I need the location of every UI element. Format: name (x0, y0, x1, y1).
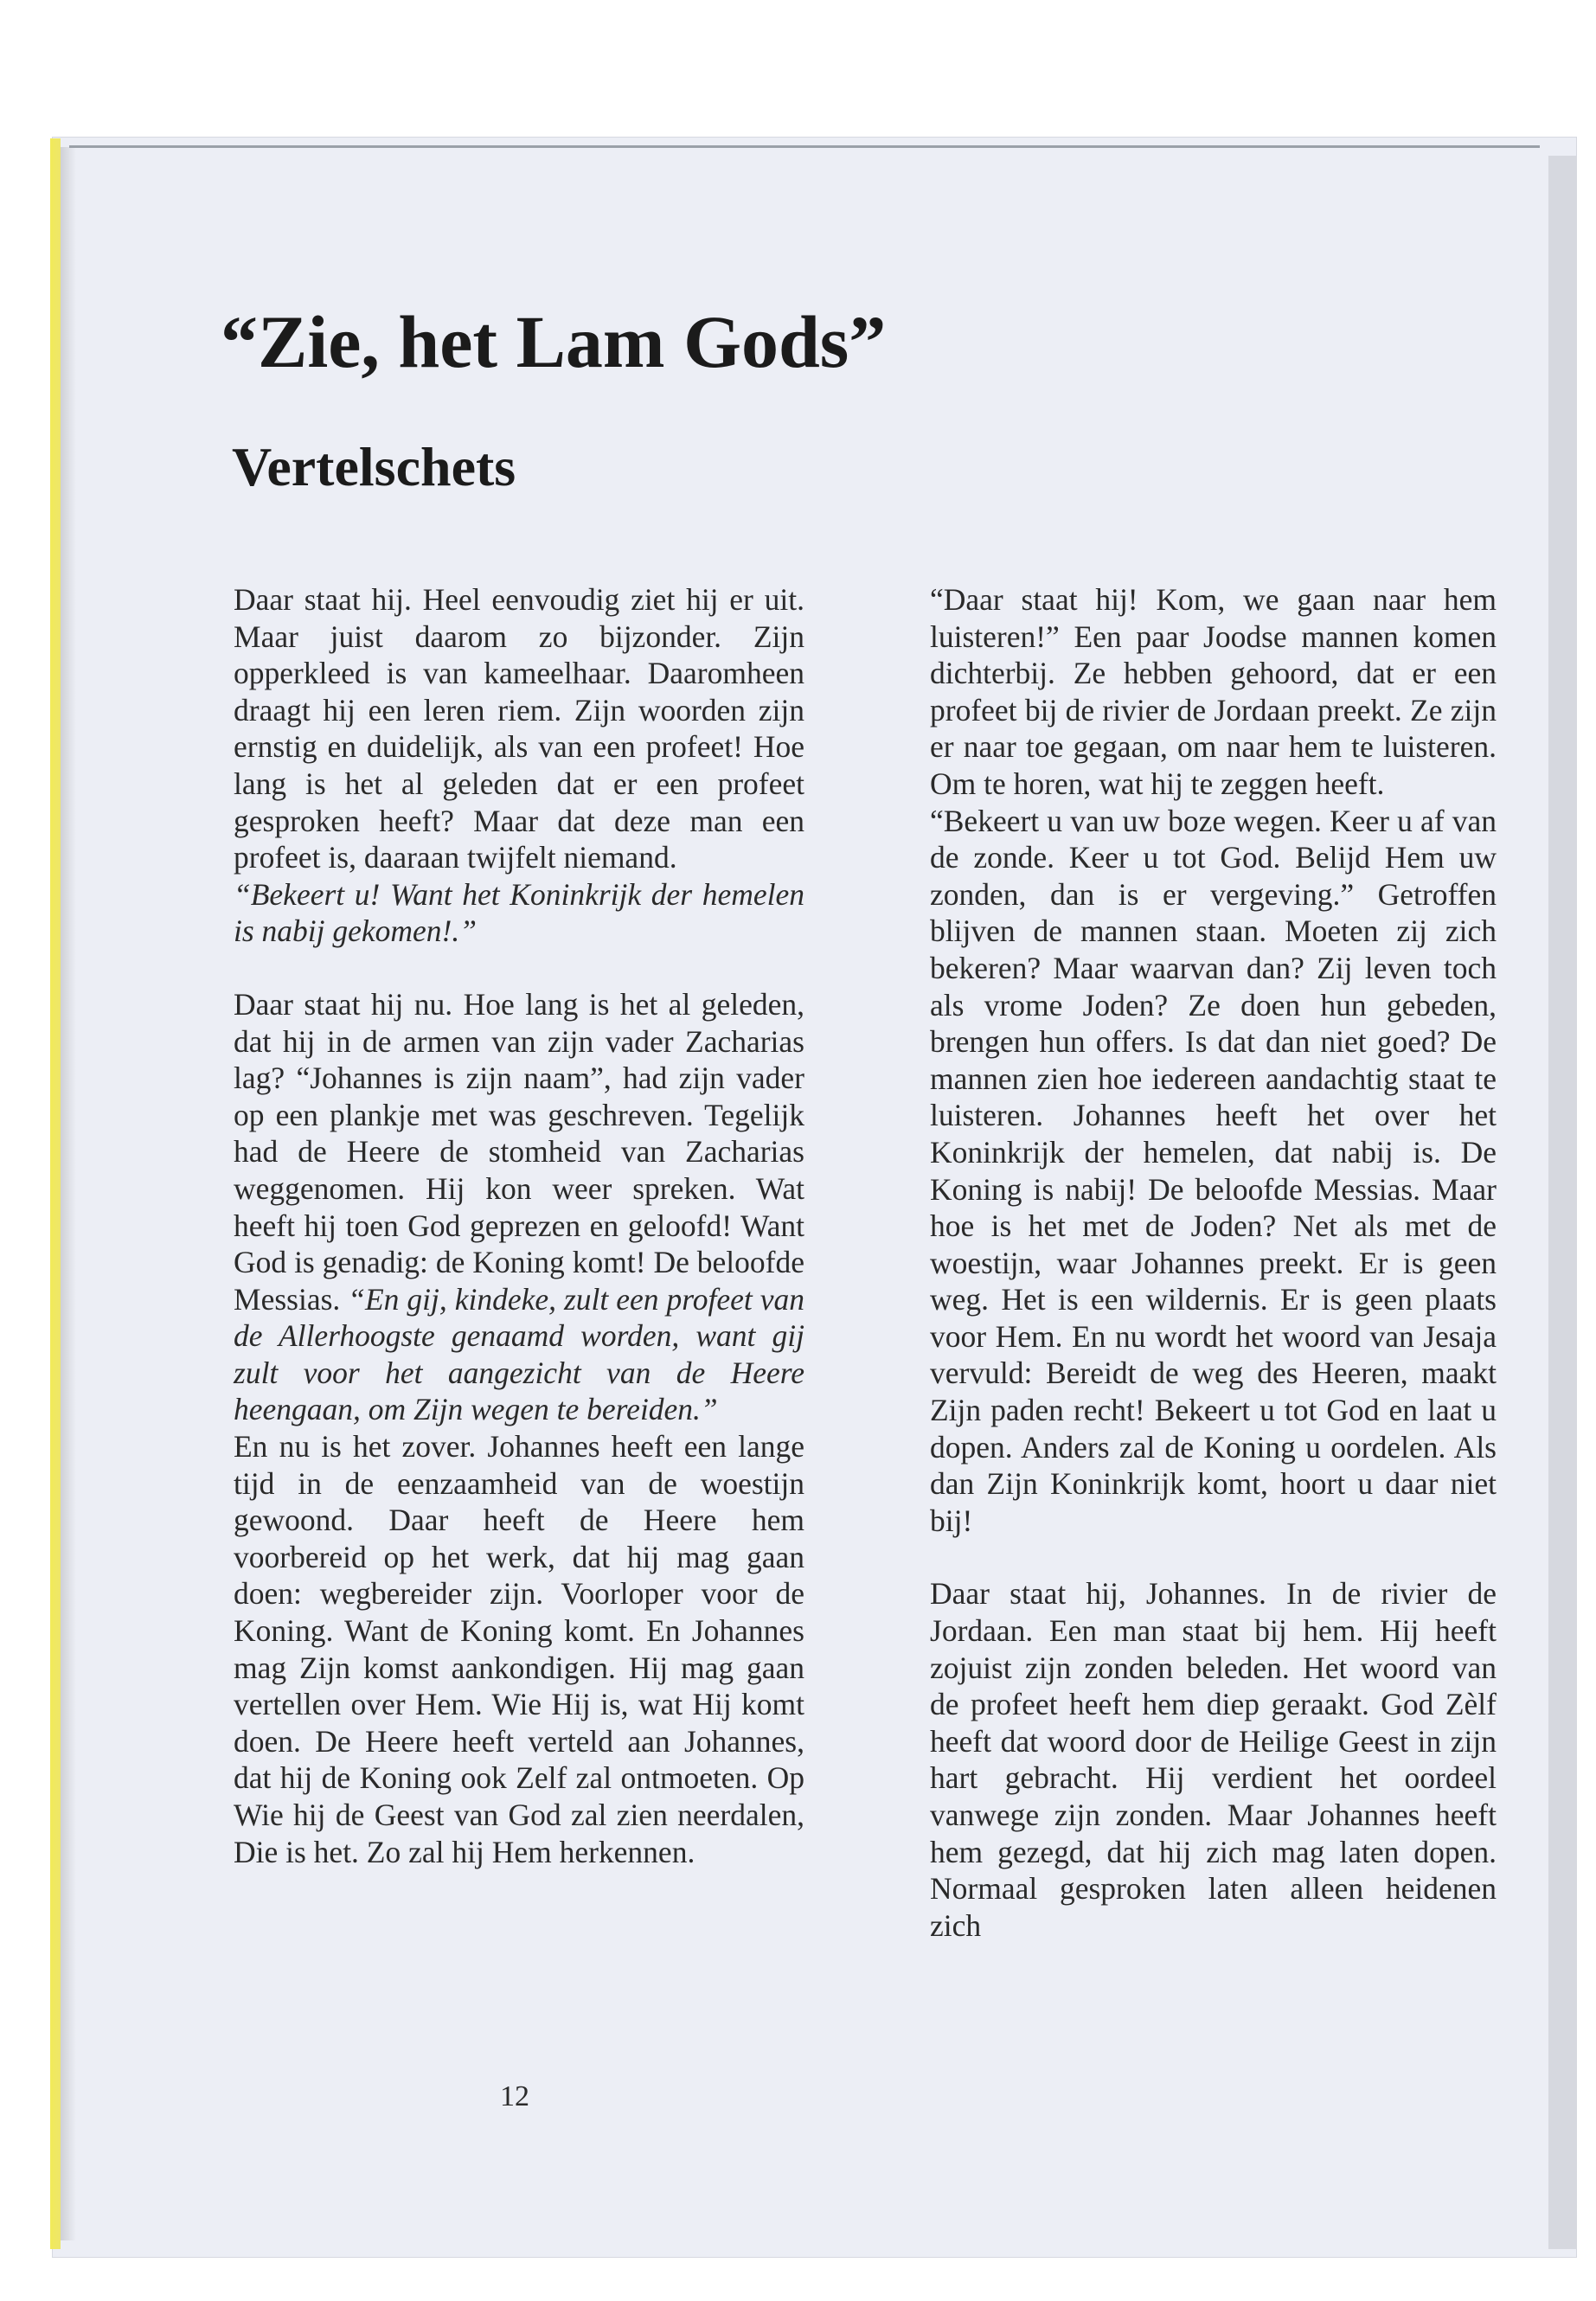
paragraph (234, 986, 804, 1428)
quote-paragraph: “Bekeert u! Want het Koninkrijk der hemelen is nabij gekomen!.” (234, 876, 804, 949)
page-number: 12 (500, 2080, 529, 2112)
paragraph: En nu is het zover. Johannes heeft een lange tijd in de eenzaamheid van de woestijn gewoond. Daar heeft de Heere hem voorbereid op het werk, dat hij mag gaan doen: wegbereider zijn. Voorloper voor de Koning. Want de Koning komt. En Johannes mag Zijn komst aankondigen. Hij mag gaan vertellen over Hem. Wie Hij is, wat Hij komt doen. De Heere heeft verteld aan Johannes, dat hij de Koning ook Zelf zal ontmoeten. Op Wie hij de Geest van God zal zien neerdalen, Die is het. Zo zal hij Hem herkennen. (234, 1429, 804, 1869)
scripture-quote: “En gij, kindeke, zult een profeet van de Allerhoogste genaamd worden, want gij zult voor het aangezicht van de Heere heengaan, om Zijn wegen te bereiden.” (234, 1281, 804, 1427)
article-title: “Zie, het Lam Gods” (221, 300, 887, 383)
article-subtitle: Vertelschets (232, 436, 516, 497)
right-text-column (930, 581, 1497, 1944)
page-top-edge (69, 145, 1540, 148)
page-edge-shadow (1548, 156, 1577, 2249)
paragraph-text: Daar staat hij nu. Hoe lang is het al geleden, dat hij in de armen van zijn vader Zacharias lag? “Johannes is zijn naam”, had zijn vader op een plankje met was geschreven. Tegelijk had de Heere de stomheid van Zacharias weggenomen. Hij kon weer spreken. Wat heeft hij toen God geprezen en geloofd! Want God is genadig: de Koning komt! De beloofde Messias. (234, 986, 804, 1317)
book-cover-spine (50, 138, 61, 2249)
left-text-column (234, 581, 804, 1870)
paragraph: “Daar staat hij! Kom, we gaan naar hem luisteren!” Een paar Joodse mannen komen dichterbij. Ze hebben gehoord, dat er een profeet bij de rivier de Jordaan preekt. Ze zijn er naar toe gegaan, om naar hem te luisteren. Om te horen, wat hij te zeggen heeft. (930, 582, 1497, 801)
paragraph: Daar staat hij, Johannes. In de rivier de Jordaan. Een man staat bij hem. Hij heeft zojuist zijn zonden beleden. Het woord van de profeet heeft hem diep geraakt. God Zèlf heeft dat woord door de Heilige Geest in zijn hart gebracht. Hij verdient het oordeel vanwege zijn zonden. Maar Johannes heeft hem gezegd, dat hij zich mag laten dopen. Normaal gesproken laten alleen heidenen zich (930, 1576, 1497, 1943)
paragraph: “Bekeert u van uw boze wegen. Keer u af van de zonde. Keer u tot God. Belijd Hem uw zonden, dan is er vergeving.” Getroffen blijven de mannen staan. Moeten zij zich bekeren? Maar waarvan dan? Zij leven toch als vrome Joden? Ze doen hun gebeden, brengen hun offers. Is dat dan niet goed? De mannen zien hoe iedereen aandachtig staat te luisteren. Johannes heeft het over het Koninkrijk der hemelen, dat nabij is. De Koning is nabij! De beloofde Messias. Maar hoe is het met de Joden? Net als met de woestijn, waar Johannes preekt. Er is geen weg. Het is een wildernis. Er is geen plaats voor Hem. En nu wordt het woord van Jesaja vervuld: Bereidt de weg des Heeren, maakt Zijn paden recht! Bekeert u tot God en laat u dopen. Anders zal de Koning u oordelen. Als dan Zijn Koninkrijk komt, hoort u daar niet bij! (930, 803, 1497, 1538)
paragraph: Daar staat hij. Heel eenvoudig ziet hij er uit. Maar juist daarom zo bijzonder. Zijn opperkleed is van kameelhaar. Daaromheen draagt hij een leren riem. Zijn woorden zijn ernstig en duidelijk, als van een profeet! Hoe lang is het al geleden dat er een profeet gesproken heeft? Maar dat deze man een profeet is, daaraan twijfelt niemand. (234, 582, 804, 875)
spine-shadow (61, 147, 76, 2240)
